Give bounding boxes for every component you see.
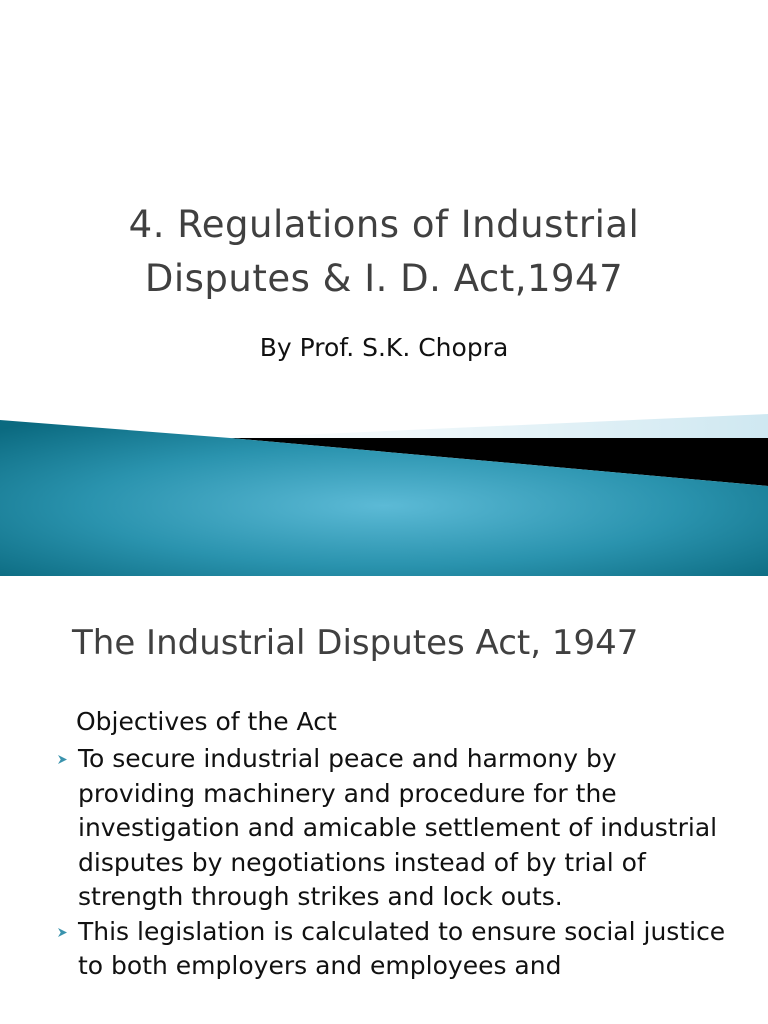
bullet-item bbox=[0, 742, 768, 915]
slide-title-line-2: Disputes & I. D. Act,1947 bbox=[144, 257, 624, 300]
band-light-strip bbox=[230, 414, 768, 438]
content-slide bbox=[0, 576, 768, 1024]
objectives-heading: Objectives of the Act bbox=[76, 707, 337, 736]
slide-title-line-1: 4. Regulations of Industrial bbox=[128, 203, 640, 246]
bullet-text: This legislation is calculated to ensure social justice to both employers and employees and bbox=[78, 916, 726, 980]
slide-title bbox=[0, 198, 768, 306]
arrow-bullet-icon bbox=[58, 928, 67, 937]
bullet-list bbox=[0, 742, 768, 984]
decorative-band bbox=[0, 400, 768, 576]
content-slide-title: The Industrial Disputes Act, 1947 bbox=[72, 623, 639, 663]
bullet-item bbox=[0, 915, 768, 984]
slide-subtitle: By Prof. S.K. Chopra bbox=[259, 333, 509, 362]
bullet-text: To secure industrial peace and harmony by providing machinery and procedure for the investigation and amicable settlement of industrial disputes by negotiations instead of by trial of strength through strikes and lock outs. bbox=[78, 744, 718, 911]
arrow-bullet-icon bbox=[58, 755, 67, 764]
